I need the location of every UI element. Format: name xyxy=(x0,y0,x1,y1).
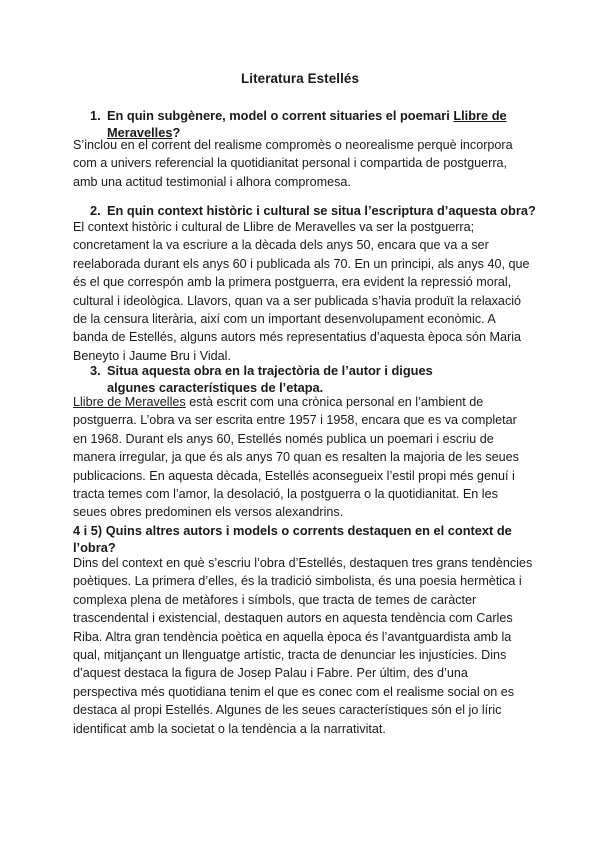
answer-1: S’inclou en el corrent del realisme compromès o neorealisme perquè incorpora com a univers referencial la quotidianitat personal i compartida de postguerra, amb una actitud testimonial i alhora compromesa. xyxy=(73,138,513,189)
book-title-link-cont: Meravelles xyxy=(107,125,173,140)
page-title: Literatura Estellés xyxy=(240,71,359,86)
answer-3: Llibre de Meravelles està escrit com una crònica personal en l’ambient de postguerra. L’obra va ser escrita entre 1957 i 1958, encara que es va completar en 1968. Durant els anys 60, Estellés només publica un poemari i escriu de manera irregular, ja que és als anys 70 quan es resalten la majoria de les seues publicacions. En aquesta dècada, Estellés aconsegueix l’estil propi més genuí i tracta temes com l’amor, la desolació, la postguerra o la quotidianitat. En les seues obres predominen els versos alexandrins. xyxy=(73,395,519,520)
question-1-text: En quin subgènere, model o corrent situaries el poemari Llibre de Meravelles? xyxy=(107,108,507,140)
question-3-text: Situa aquesta obra en la trajectòria de l’autor i digues algunes característiques de l’etapa. xyxy=(107,363,433,395)
book-title-link: Llibre de xyxy=(453,108,507,123)
answer-3-book-link: Llibre de Meravelles xyxy=(73,395,186,409)
answer-2: El context històric i cultural de Llibre de Meravelles va ser la postguerra; concretament la va escriure a la dècada dels anys 50, encara que va a ser reelaborada durant els anys 60 i publicada als 70. En un principi, als anys 40, que és el que correspón amb la primera postguerra, era evident la repressió moral, cultural i ideològica. Llavors, quan va a ser publicada s’havia produït la relaxació de la censura literària, així com un important desenvolupament econòmic. A banda de Estellés, alguns autors més representatius d’aquesta època són Maria Beneyto i Jaume Bru i Vidal. xyxy=(73,220,530,363)
question-3-number: 3. xyxy=(90,363,101,378)
question-4-5-heading: 4 i 5) Quins altres autors i models o corrents destaquen en el context de l’obra? xyxy=(73,523,512,555)
question-1-number: 1. xyxy=(90,108,101,123)
question-2-text: En quin context històric i cultural se situa l’escriptura d’aquesta obra? xyxy=(107,203,536,218)
question-2-number: 2. xyxy=(90,203,101,218)
answer-4-5: Dins del context en què s’escriu l’obra d’Estellés, destaquen tres grans tendències poètiques. La primera d’elles, és la tradició simbolista, és una poesia hermètica i complexa plena de metàfores i símbols, que tracta de temes de caràcter trascendental i existencial, destaquen autors en aquesta tendència com Carles Riba. Altra gran tendència poètica en aquella època és l’avantguardista amb la qual, mitjançant un llenguatge artístic, tracta de denunciar les injustícies. Dins d’aquest destaca la figura de Josep Palau i Fabre. Per últim, des d’una perspectiva més quotidiana tenim el que es conec com el realisme social on es destaca al propi Estellés. Algunes de les seues característiques són el jo líric identificat amb la societat o la tendència a la narrativitat. xyxy=(73,556,533,736)
